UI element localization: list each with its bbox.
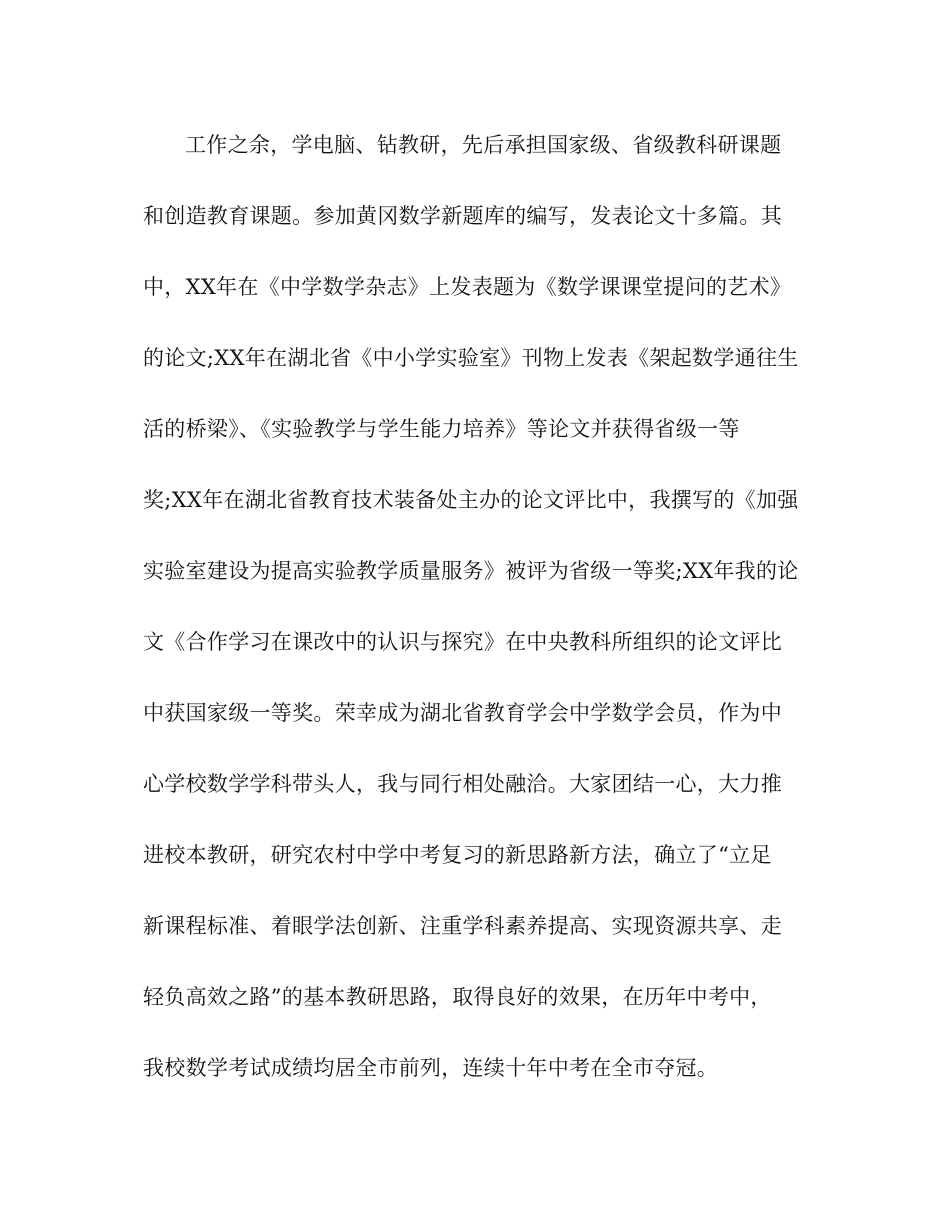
paragraph-line-8: 文《合作学习在课改中的认识与探究》在中央教科所组织的论文评比 [143,630,782,654]
paragraph-line-10: 心学校数学学科带头人，我与同行相处融洽。大家团结一心，大力推 [143,772,782,796]
paragraph-line-7: 实验室建设为提高实验教学质量服务》被评为省级一等奖;XX年我的论 [143,559,799,583]
paragraph-line-1: 工作之余，学电脑、钻教研，先后承担国家级、省级教科研课题 [185,133,782,157]
paragraph-line-12: 新课程标准、着眼学法创新、注重学科素养提高、实现资源共享、走 [143,914,782,938]
paragraph-line-4: 的论文;XX年在湖北省《中小学实验室》刊物上发表《架起数学通往生 [143,346,799,370]
paragraph-line-14: 我校数学考试成绩均居全市前列，连续十年中考在全市夺冠。 [143,1056,719,1080]
paragraph-line-9: 中获国家级一等奖。荣幸成为湖北省教育学会中学数学会员，作为中 [143,701,782,725]
paragraph-line-2: 和创造教育课题。参加黄冈数学新题库的编写，发表论文十多篇。其 [143,204,782,228]
paragraph-line-3: 中，XX年在《中学数学杂志》上发表题为《数学课课堂提问的艺术》 [143,275,792,299]
paragraph-line-6: 奖;XX年在湖北省教育技术装备处主办的论文评比中，我撰写的《加强 [143,488,799,512]
paragraph-line-5: 活的桥梁》、《实验教学与学生能力培养》等论文并获得省级一等 [143,417,740,441]
paragraph-line-13: 轻负高效之路”的基本教研思路，取得良好的效果，在历年中考中， [143,985,772,1009]
paragraph-line-11: 进校本教研，研究农村中学中考复习的新思路新方法，确立了“立足 [143,843,772,867]
